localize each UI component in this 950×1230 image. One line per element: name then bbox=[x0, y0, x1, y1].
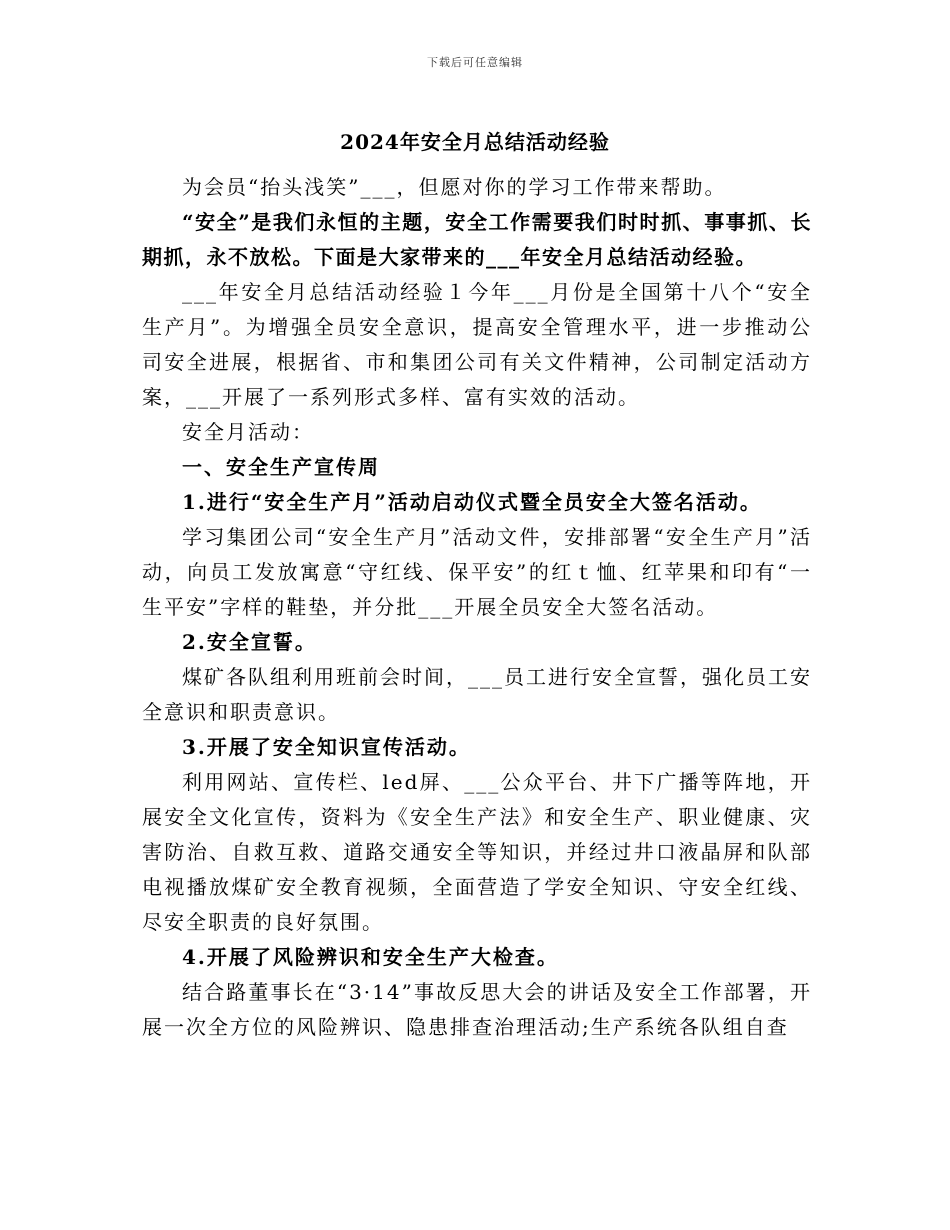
item-body-2: 煤矿各队组利用班前会时间，___员工进行安全宣誓，强化员工安全意识和职责意识。 bbox=[142, 665, 812, 724]
header-note: 下载后可任意编辑 bbox=[427, 56, 523, 69]
item-heading-4: 4.开展了风险辨识和安全生产大检查。 bbox=[182, 945, 559, 969]
item-body-3: 利用网站、宣传栏、led屏、___公众平台、井下广播等阵地，开展安全文化宣传，资料为《安全生产法》和安全生产、职业健康、灾害防治、自救互救、道路交通安全等知识，并经过井口液晶屏和队部电视播放煤矿安全教育视频，全面营造了学安全知识、守安全红线、尽安全职责的良好氛围。 bbox=[142, 770, 812, 934]
paragraph-theme: “安全”是我们永恒的主题，安全工作需要我们时时抓、事事抓、长期抓，永不放松。下面是大家带来的___年安全月总结活动经验。 bbox=[142, 210, 812, 269]
item-heading-2: 2.安全宣誓。 bbox=[182, 630, 317, 654]
paragraph-overview: ___年安全月总结活动经验１今年___月份是全国第十八个“安全生产月”。为增强全员安全意识，提高安全管理水平，进一步推动公司安全进展，根据省、市和集团公司有关文件精神，公司制定活动方案，___开展了一系列形式多样、富有实效的活动。 bbox=[142, 280, 812, 409]
item-heading-3: 3.开展了安全知识宣传活动。 bbox=[182, 735, 471, 759]
item-body-1: 学习集团公司“安全生产月”活动文件，安排部署“安全生产月”活动，向员工发放寓意“守红线、保平安”的红ｔ恤、红苹果和印有“一生平安”字样的鞋垫，并分批___开展全员安全大签名活动。 bbox=[142, 525, 812, 619]
item-heading-1: 1.进行“安全生产月”活动启动仪式暨全员安全大签名活动。 bbox=[182, 490, 762, 514]
paragraph-activities-label: 安全月活动： bbox=[182, 420, 314, 444]
document-title: 2024年安全月总结活动经验 bbox=[340, 130, 610, 154]
section-heading-1: 一、安全生产宣传周 bbox=[182, 455, 380, 479]
paragraph-intro: 为会员“抬头浅笑”___，但愿对你的学习工作带来帮助。 bbox=[182, 175, 727, 199]
document-body bbox=[142, 170, 812, 1045]
item-body-4: 结合路董事长在“3·14”事故反思大会的讲话及安全工作部署，开展一次全方位的风险辨识、隐患排查治理活动;生产系统各队组自查 bbox=[142, 980, 812, 1039]
